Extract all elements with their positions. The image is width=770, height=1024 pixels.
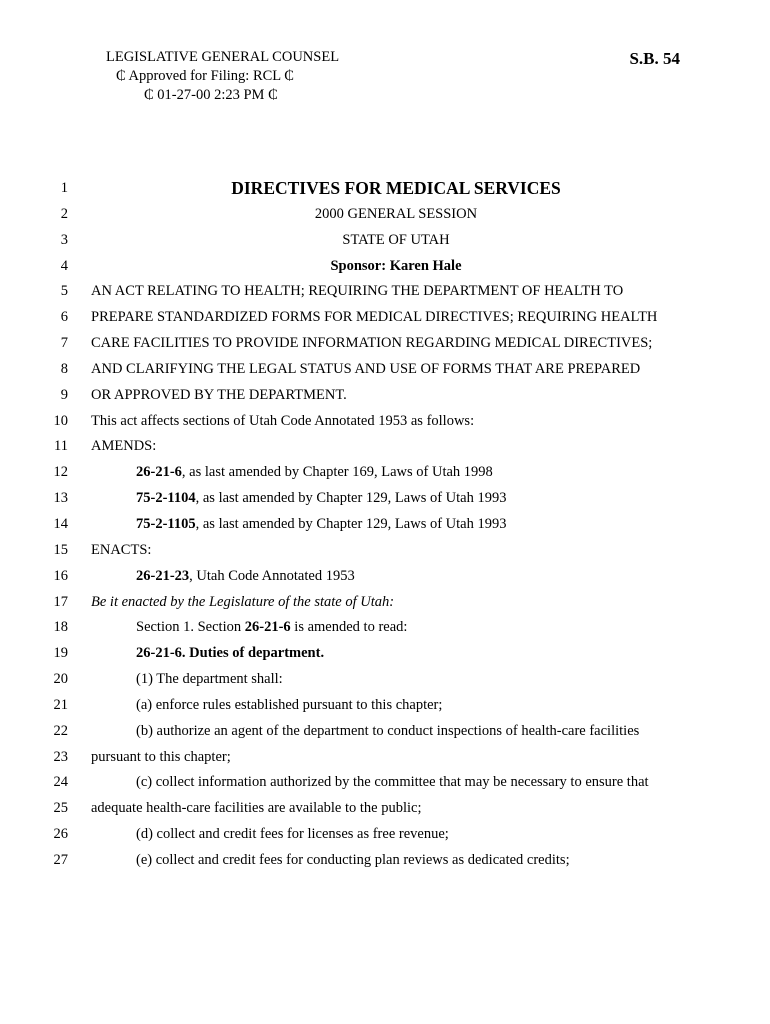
line-1 [0,176,770,202]
line-22 [0,719,770,745]
line-text [136,564,355,590]
line-number: 26 [53,826,68,843]
section-note: , Utah Code Annotated 1953 [189,567,355,584]
line-26 [0,822,770,848]
code-section: 26-21-23 [136,567,190,584]
office-name: LEGISLATIVE GENERAL COUNSEL [106,49,340,65]
section-note: , as last amended by Chapter 129, Laws of Utah 1993 [195,490,507,507]
line-number: 16 [53,567,68,584]
line-text: CARE FACILITIES TO PROVIDE INFORMATION REGARDING MEDICAL DIRECTIVES; [91,335,653,352]
line-number: 12 [53,464,68,481]
section-note: , as last amended by Chapter 169, Laws of Utah 1998 [181,464,493,481]
line-number: 14 [53,515,68,532]
line-17 [0,590,770,616]
line-text [136,486,506,512]
line-number: 11 [54,438,68,455]
section-heading: 26-21-6. Duties of department. [136,645,325,662]
line-23 [0,745,770,771]
line-text: (b) authorize an agent of the department to conduct inspections of health-care facilities [136,722,640,739]
state: STATE OF UTAH [342,231,450,248]
sponsor: Sponsor: Karen Hale [330,257,462,274]
line-number: 18 [53,619,68,636]
line-text: (c) collect information authorized by the committee that may be necessary to ensure that [136,774,649,791]
line-number: 25 [53,800,68,817]
line-10 [0,409,770,435]
line-3 [0,228,770,254]
line-9 [0,383,770,409]
line-text: AN ACT RELATING TO HEALTH; REQUIRING THE DEPARTMENT OF HEALTH TO [91,283,624,300]
line-number: 2 [60,205,68,222]
section-suffix: is amended to read: [290,619,408,636]
line-text [136,615,407,641]
line-13 [0,486,770,512]
bill-text [0,176,770,874]
line-number: 9 [60,386,68,403]
line-text: PREPARE STANDARDIZED FORMS FOR MEDICAL DIRECTIVES; REQUIRING HEALTH [91,309,658,326]
line-text: adequate health-care facilities are available to the public; [91,800,422,817]
line-12 [0,460,770,486]
line-number: 7 [60,335,68,352]
code-section: 75-2-1104 [136,490,196,507]
line-number: 27 [53,851,68,868]
line-number: 21 [53,696,68,713]
line-27 [0,848,770,874]
line-14 [0,512,770,538]
header-block [106,48,339,105]
line-19 [0,641,770,667]
line-text [136,460,493,486]
line-7 [0,331,770,357]
line-number: 5 [60,283,68,300]
line-8 [0,357,770,383]
approval-stamp: ₵ Approved for Filing: RCL ₵ [116,68,294,84]
bill-title: DIRECTIVES FOR MEDICAL SERVICES [231,178,561,198]
line-number: 20 [53,671,68,688]
code-section: 26-21-6 [136,464,182,481]
line-number: 4 [60,257,68,274]
line-number: 10 [53,412,68,429]
line-text: OR APPROVED BY THE DEPARTMENT. [91,386,347,403]
line-number: 6 [60,309,68,326]
line-24 [0,770,770,796]
enacting-clause: Be it enacted by the Legislature of the state of Utah: [91,593,395,610]
code-section: 26-21-6 [244,619,291,636]
line-4 [0,254,770,280]
line-number: 17 [53,593,68,610]
line-text: (d) collect and credit fees for licenses as free revenue; [136,826,449,843]
line-text: AMENDS: [91,438,157,455]
line-number: 22 [53,722,68,739]
line-6 [0,305,770,331]
section-note: , as last amended by Chapter 129, Laws of Utah 1993 [195,515,507,532]
line-15 [0,538,770,564]
line-number: 8 [60,360,68,377]
line-text: AND CLARIFYING THE LEGAL STATUS AND USE OF FORMS THAT ARE PREPARED [91,360,641,377]
line-5 [0,279,770,305]
bill-number: S.B. 54 [629,49,680,68]
line-2 [0,202,770,228]
approval-datetime: ₵ 01-27-00 2:23 PM ₵ [144,87,278,103]
line-text: This act affects sections of Utah Code Annotated 1953 as follows: [91,412,475,429]
line-11 [0,434,770,460]
code-section: 75-2-1105 [136,515,196,532]
line-number: 24 [53,774,68,791]
line-21 [0,693,770,719]
line-number: 23 [53,748,68,765]
session: 2000 GENERAL SESSION [314,205,478,222]
line-16 [0,564,770,590]
line-number: 15 [53,541,68,558]
line-text: (e) collect and credit fees for conducting plan reviews as dedicated credits; [136,851,570,868]
line-text: (1) The department shall: [136,671,283,688]
line-18 [0,615,770,641]
section-prefix: Section 1. Section [136,619,245,636]
line-text: (a) enforce rules established pursuant to this chapter; [136,696,443,713]
line-number: 3 [60,231,68,248]
line-text [136,512,506,538]
line-number: 1 [60,180,68,196]
line-text: ENACTS: [91,541,152,558]
line-number: 19 [53,645,68,662]
line-text: pursuant to this chapter; [91,748,231,765]
line-20 [0,667,770,693]
line-25 [0,796,770,822]
line-number: 13 [53,490,68,507]
